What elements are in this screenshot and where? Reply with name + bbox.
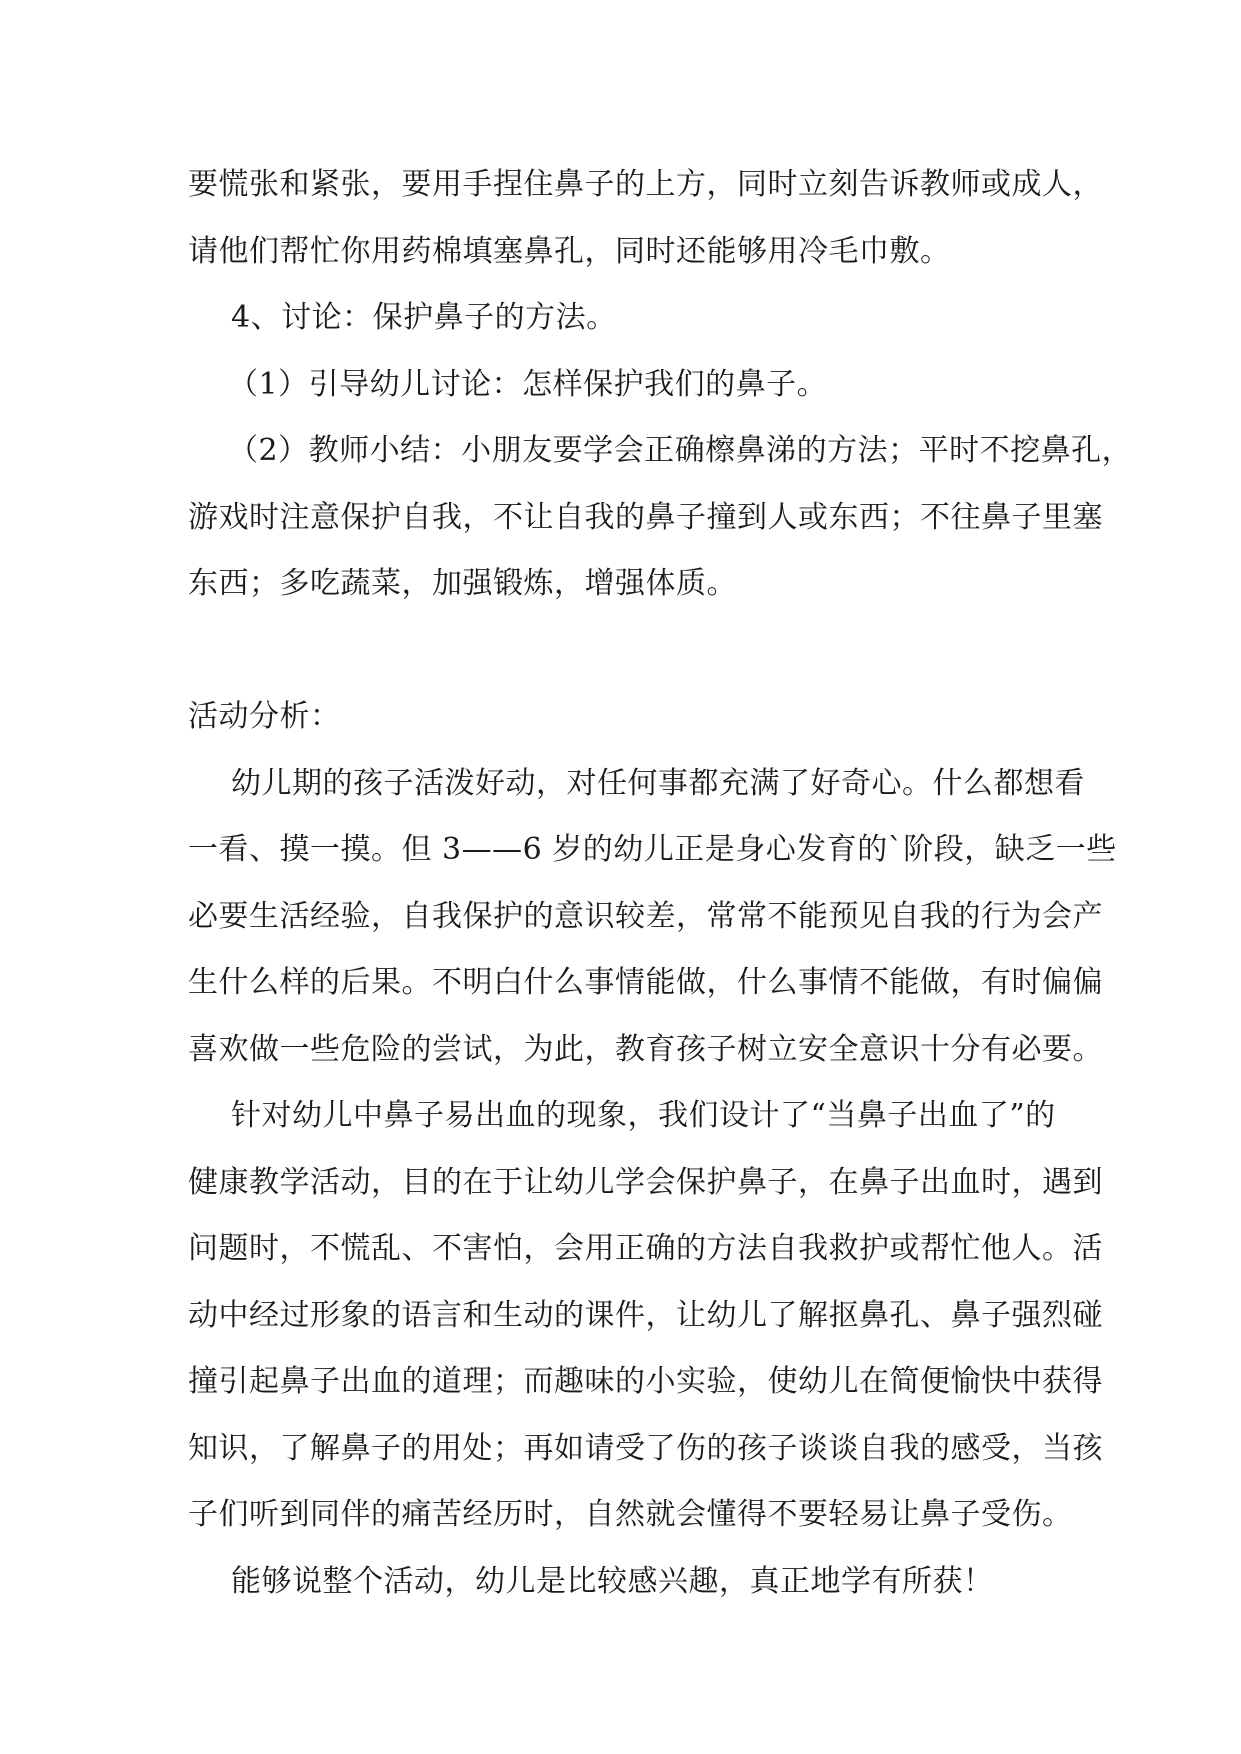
paragraph-gap — [188, 618, 1068, 685]
body-line: 必要生活经验，自我保护的意识较差，常常不能预见自我的行为会产 — [188, 898, 1103, 934]
body-line: 撞引起鼻子出血的道理；而趣味的小实验，使幼儿在简便愉快中获得 — [188, 1364, 1103, 1399]
body-line: 健康教学活动，目的在于让幼儿学会保护鼻子，在鼻子出血时，遇到 — [188, 1164, 1103, 1200]
body-line: 要慌张和紧张，要用手捏住鼻子的上方，同时立刻告诉教师或成人， — [188, 167, 1103, 202]
body-line: 动中经过形象的语言和生动的课件，让幼儿了解抠鼻孔、鼻子强烈碰 — [188, 1297, 1103, 1333]
body-line: 问题时，不慌乱、不害怕，会用正确的方法自我救护或帮忙他人。活 — [188, 1231, 1103, 1266]
body-line: 东西；多吃蔬菜，加强锻炼，增强体质。 — [188, 566, 737, 601]
body-line: 游戏时注意保护自我，不让自我的鼻子撞到人或东西；不往鼻子里塞 — [188, 499, 1103, 535]
body-line: 生什么样的后果。不明白什么事情能做，什么事情不能做，有时偏偏 — [188, 965, 1103, 1000]
section-heading-discussion: 4、讨论：保护鼻子的方法。 — [231, 300, 617, 335]
body-line: 喜欢做一些危险的尝试，为此，教育孩子树立安全意识十分有必要。 — [188, 1031, 1103, 1067]
list-item: （1）引导幼儿讨论：怎样保护我们的鼻子。 — [228, 366, 828, 402]
body-line: 一看、摸一摸。但 3——6 岁的幼儿正是身心发育的`阶段，缺乏一些 — [188, 832, 1117, 867]
paragraph-start: 能够说整个活动，幼儿是比较感兴趣，真正地学有所获！ — [231, 1563, 994, 1599]
document-body — [188, 152, 1133, 1615]
body-line: 知识，了解鼻子的用处；再如请受了伤的孩子谈谈自我的感受，当孩 — [188, 1430, 1103, 1466]
body-line: 子们听到同伴的痛苦经历时，自然就会懂得不要轻易让鼻子受伤。 — [188, 1497, 1073, 1532]
list-item: （2）教师小结：小朋友要学会正确檫鼻涕的方法；平时不挖鼻孔， — [228, 433, 1133, 468]
paragraph-start: 针对幼儿中鼻子易出血的现象，我们设计了“当鼻子出血了”的 — [231, 1098, 1056, 1133]
section-heading-analysis: 活动分析： — [188, 699, 341, 734]
body-line: 请他们帮忙你用药棉填塞鼻孔，同时还能够用冷毛巾敷。 — [188, 233, 951, 269]
paragraph-start: 幼儿期的孩子活泼好动，对任何事都充满了好奇心。什么都想看 — [231, 765, 1085, 801]
